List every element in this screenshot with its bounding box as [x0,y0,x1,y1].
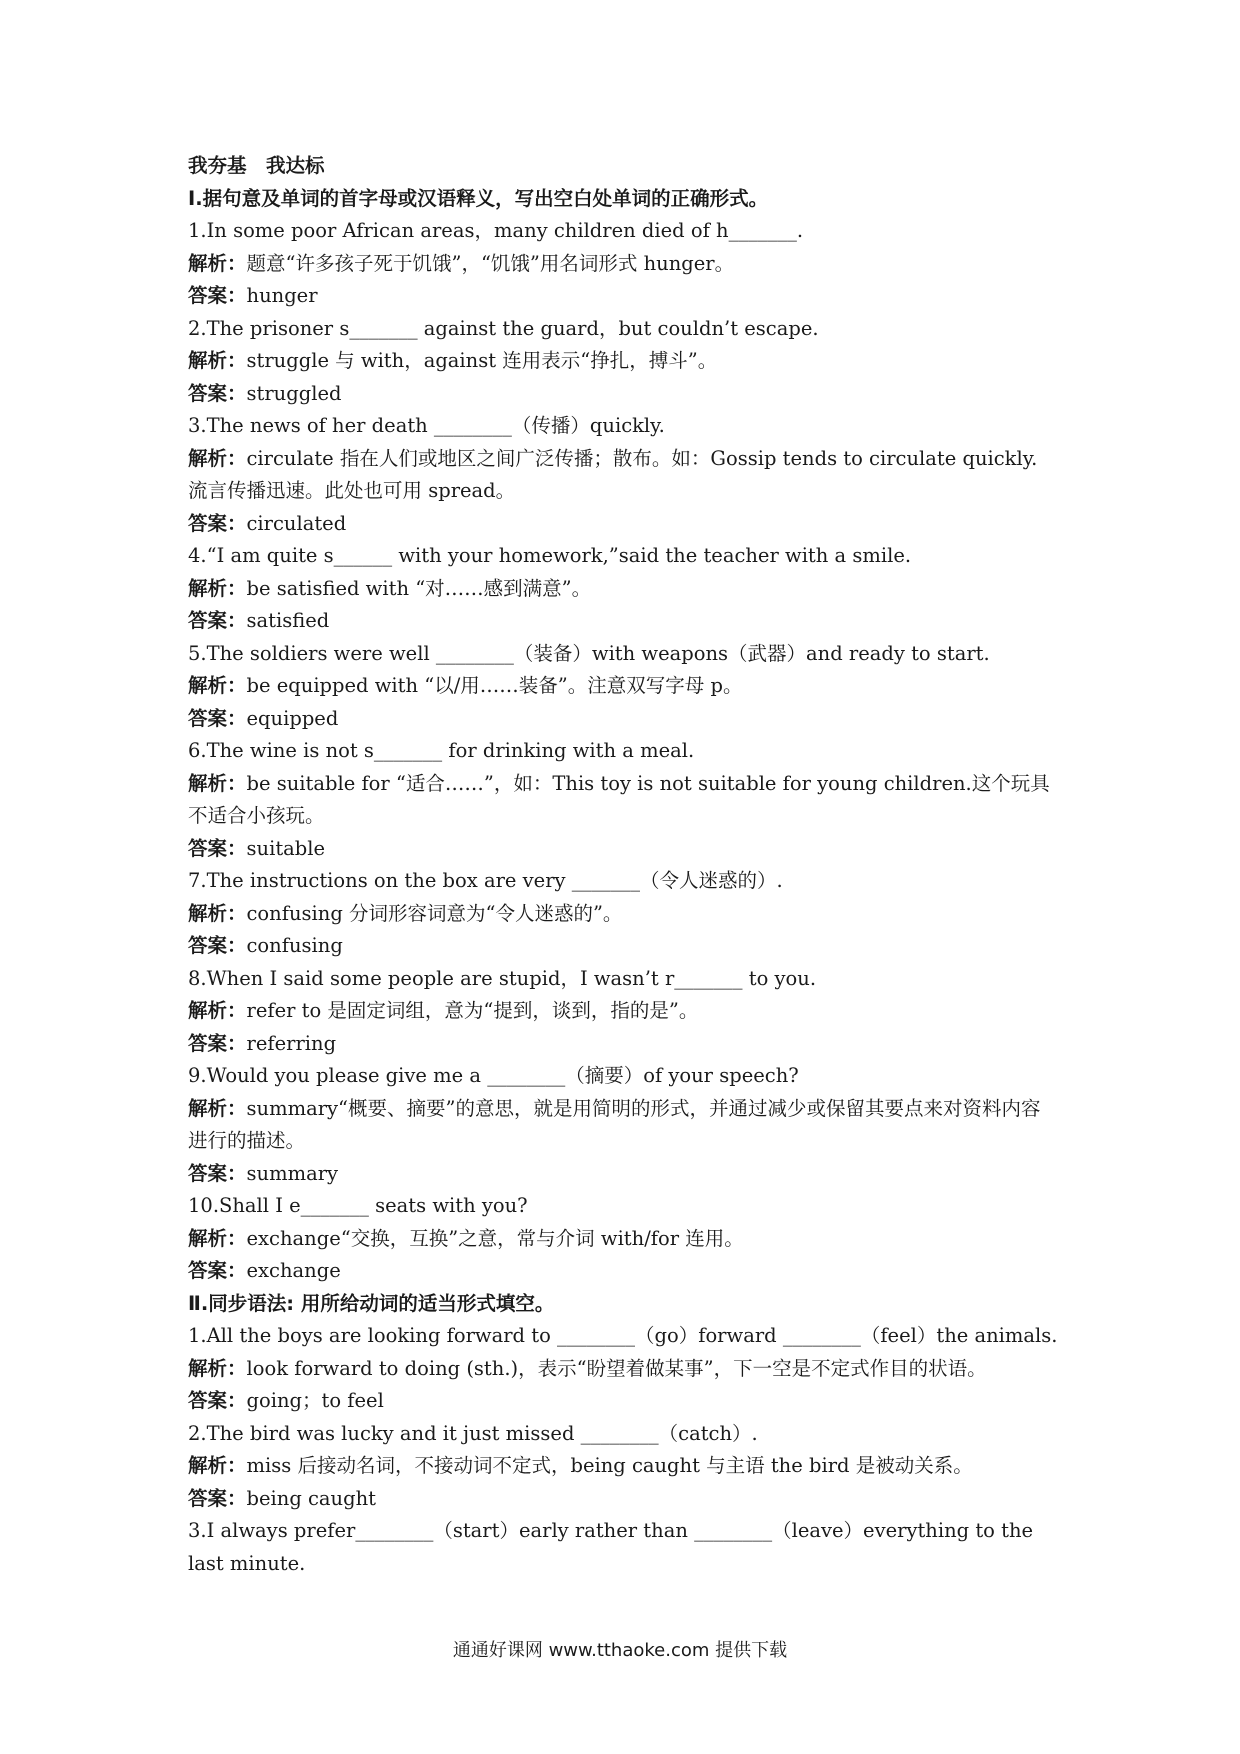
answer-line [188,378,1058,411]
answer-text: suitable [246,836,326,860]
analysis-text: summary“概要、摘要”的意思，就是用简明的形式，并通过减少或保留其要点来对资料内容进行的描述。 [188,1096,1041,1152]
question-text: 3.I always prefer________（start）early rather than ________（leave）everything to the last minute. [188,1519,1034,1575]
answer-label: 答案： [188,1259,247,1282]
question-text: 2.The prisoner s_______ against the guard，but couldn’t escape. [188,316,819,340]
analysis-line [188,345,1058,378]
analysis-label: 解析： [188,674,247,697]
answer-line [188,280,1058,313]
answer-line [188,1483,1058,1516]
answer-text: confusing [246,934,343,957]
analysis-label: 解析： [188,1226,247,1250]
question-text: 1.In some poor African areas，many children died of h_______. [188,219,804,242]
answer-label: 答案： [188,609,247,632]
answer-line [188,1255,1058,1288]
analysis-line [188,1223,1058,1256]
footer-text: 通通好课网 www.tthaoke.com 提供下载 [452,1640,788,1661]
analysis-label: 解析： [188,251,247,275]
analysis-label: 解析： [188,349,247,372]
analysis-text: 题意“许多孩子死于饥饿”，“饥饿”用名词形式 hunger。 [246,251,735,275]
analysis-text: struggle 与 with，against 连用表示“挣扎，搏斗”。 [246,349,718,372]
section-1-title: Ⅰ.据句意及单词的首字母或汉语释义，写出空白处单词的正确形式。 [188,186,769,210]
answer-line [188,1028,1058,1061]
analysis-line [188,1450,1058,1483]
answer-text: hunger [246,284,318,307]
analysis-label: 解析： [188,771,247,795]
analysis-text: circulate 指在人们或地区之间广泛传播；散布。如：Gossip tends to circulate quickly. 流言传播迅速。此处也可用 spread。 [188,446,1038,502]
answer-text: going；to feel [246,1389,384,1412]
answer-label: 答案： [188,1486,247,1510]
answer-text: circulated [246,511,347,535]
question-text: 10.Shall I e_______ seats with you? [188,1194,528,1217]
answer-text: being caught [246,1486,376,1510]
answer-label: 答案： [188,1031,247,1055]
section-1-items [188,215,1058,1288]
analysis-text: confusing 分词形容词意为“令人迷惑的”。 [246,901,623,925]
analysis-line [188,768,1058,833]
document-body [188,150,1058,1580]
question-text: 9.Would you please give me a ________（摘要）of your speech? [188,1064,799,1087]
analysis-label: 解析： [188,901,247,925]
answer-label: 答案： [188,284,247,307]
answer-line [188,930,1058,963]
answer-line [188,1158,1058,1191]
question-text: 3.The news of her death ________（传播）quickly. [188,414,665,437]
analysis-text: refer to 是固定词组，意为“提到，谈到，指的是”。 [246,999,699,1022]
answer-text: equipped [246,706,339,730]
analysis-label: 解析： [188,1096,247,1120]
question-text: 5.The soldiers were well ________（装备）with weapons（武器）and ready to start. [188,641,990,665]
answer-label: 答案： [188,1389,247,1412]
analysis-text: be suitable for “适合……”，如：This toy is not suitable for young children.这个玩具不适合小孩玩。 [188,771,1050,827]
analysis-line [188,1353,1058,1386]
analysis-text: exchange“交换，互换”之意，常与介词 with/for 连用。 [246,1226,744,1250]
analysis-text: look forward to doing (sth.)，表示“盼望着做某事”，下一空是不定式作目的状语。 [246,1356,987,1380]
analysis-line [188,898,1058,931]
answer-label: 答案： [188,836,247,860]
analysis-line [188,670,1058,703]
answer-text: struggled [246,381,342,405]
question-text: 7.The instructions on the box are very _______（令人迷惑的）. [188,869,783,892]
analysis-line [188,995,1058,1028]
answer-label: 答案： [188,381,247,405]
analysis-text: miss 后接动名词，不接动词不定式，being caught 与主语 the bird 是被动关系。 [246,1454,973,1477]
answer-label: 答案： [188,1161,247,1185]
analysis-text: be satisfied with “对……感到满意”。 [246,576,592,600]
question-text: 1.All the boys are looking forward to ________（go）forward ________（feel）the animals. [188,1324,1058,1347]
question-text: 8.When I said some people are stupid，I wasn’t r_______ to you. [188,966,817,990]
section-2-title: Ⅱ.同步语法: 用所给动词的适当形式填空。 [188,1291,555,1315]
analysis-label: 解析： [188,446,247,470]
answer-text: referring [246,1031,337,1055]
answer-label: 答案： [188,706,247,730]
analysis-line [188,573,1058,606]
analysis-line [188,443,1058,508]
answer-text: summary [246,1161,339,1185]
answer-line [188,1385,1058,1418]
answer-label: 答案： [188,934,247,957]
analysis-line [188,248,1058,281]
analysis-line [188,1093,1058,1158]
answer-line [188,703,1058,736]
question-text: 6.The wine is not s_______ for drinking with a meal. [188,739,695,762]
analysis-label: 解析： [188,1356,247,1380]
answer-line [188,605,1058,638]
analysis-text: be equipped with “以/用……装备”。注意双写字母 p。 [246,674,743,697]
answer-label: 答案： [188,511,247,535]
analysis-label: 解析： [188,576,247,600]
answer-line [188,508,1058,541]
question-text: 2.The bird was lucky and it just missed ________（catch）. [188,1421,758,1445]
answer-text: satisfied [246,609,330,632]
analysis-label: 解析： [188,1454,247,1477]
answer-line [188,833,1058,866]
answer-text: exchange [246,1259,341,1282]
analysis-label: 解析： [188,999,247,1022]
question-text: 4.“I am quite s______ with your homework,”said the teacher with a smile. [188,544,912,567]
section-2-items [188,1320,1058,1515]
heading: 我夯基 我达标 [188,154,325,177]
